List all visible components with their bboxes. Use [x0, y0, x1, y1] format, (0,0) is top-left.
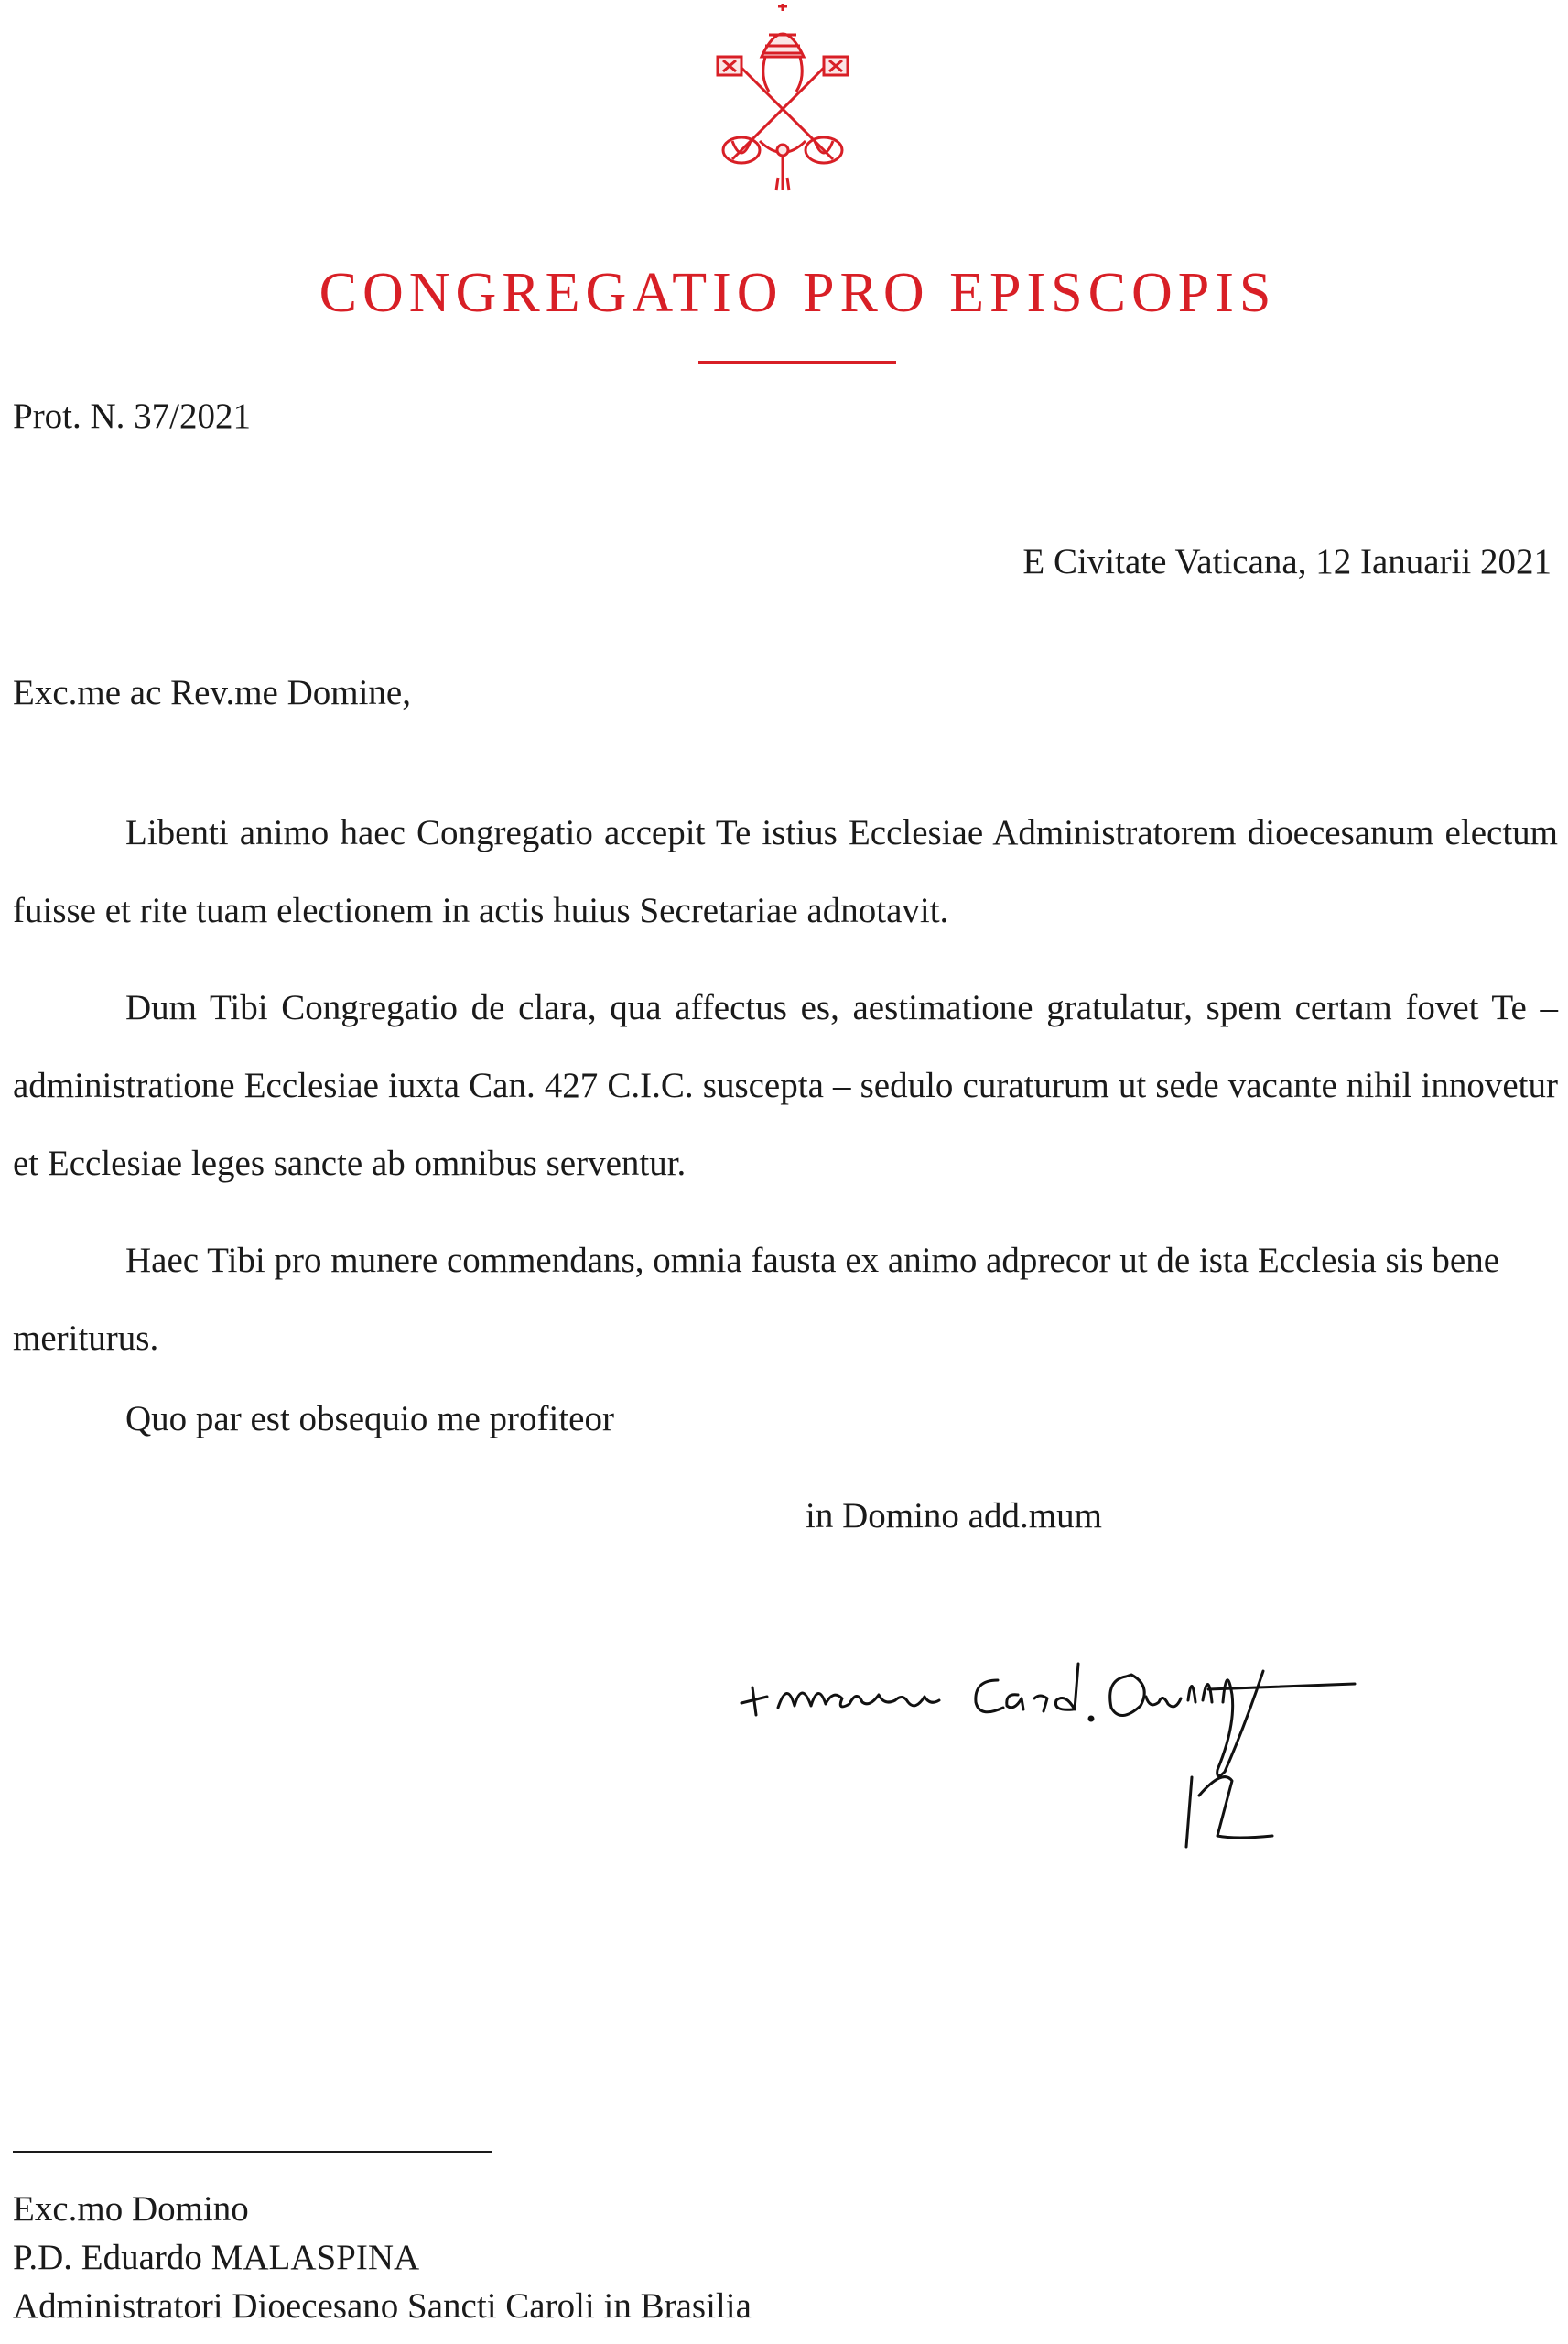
- salutation: Exc.me ac Rev.me Domine,: [13, 673, 411, 712]
- date-line: E Civitate Vaticana, 12 Ianuarii 2021: [1022, 542, 1552, 581]
- protocol-number: Prot. N. 37/2021: [13, 396, 252, 436]
- recipient-address: [13, 2185, 752, 2330]
- body-paragraph: Haec Tibi pro munere commendans, omnia fausta ex animo adprecor ut de ista Ecclesia sis bene meriturus.: [13, 1241, 1500, 1358]
- body-paragraph: Dum Tibi Congregatio de clara, qua affectus es, aestimatione gratulatur, spem certam fovet Te –administratione Ecclesiae iuxta Can. 427 C.I.C. suscepta – sedulo curaturum ut sede vacante nihil innovetur et Ecclesiae leges sancte ab omnibus serventur.: [13, 988, 1558, 1183]
- recipient-name: P.D. Eduardo MALASPINA: [13, 2238, 420, 2277]
- recipient-title: Exc.mo Domino: [13, 2189, 249, 2229]
- recipient-office: Administratori Dioecesano Sancti Caroli in Brasilia: [13, 2286, 752, 2326]
- closing-line: Quo par est obsequio me profiteor: [125, 1399, 614, 1438]
- title-divider: [698, 361, 896, 364]
- papal-coat-of-arms-icon: [705, 4, 860, 191]
- handwritten-signature: [723, 1616, 1501, 1863]
- organization-title: CONGREGATIO PRO EPISCOPIS: [319, 262, 1277, 324]
- address-divider: [13, 2151, 492, 2153]
- valediction: in Domino add.mum: [806, 1496, 1102, 1536]
- letter-body: [13, 794, 1558, 1396]
- body-paragraph: Libenti animo haec Congregatio accepit Te istius Ecclesiae Administratorem dioecesanum electum fuisse et rite tuam electionem in actis huius Secretariae adnotavit.: [13, 813, 1558, 930]
